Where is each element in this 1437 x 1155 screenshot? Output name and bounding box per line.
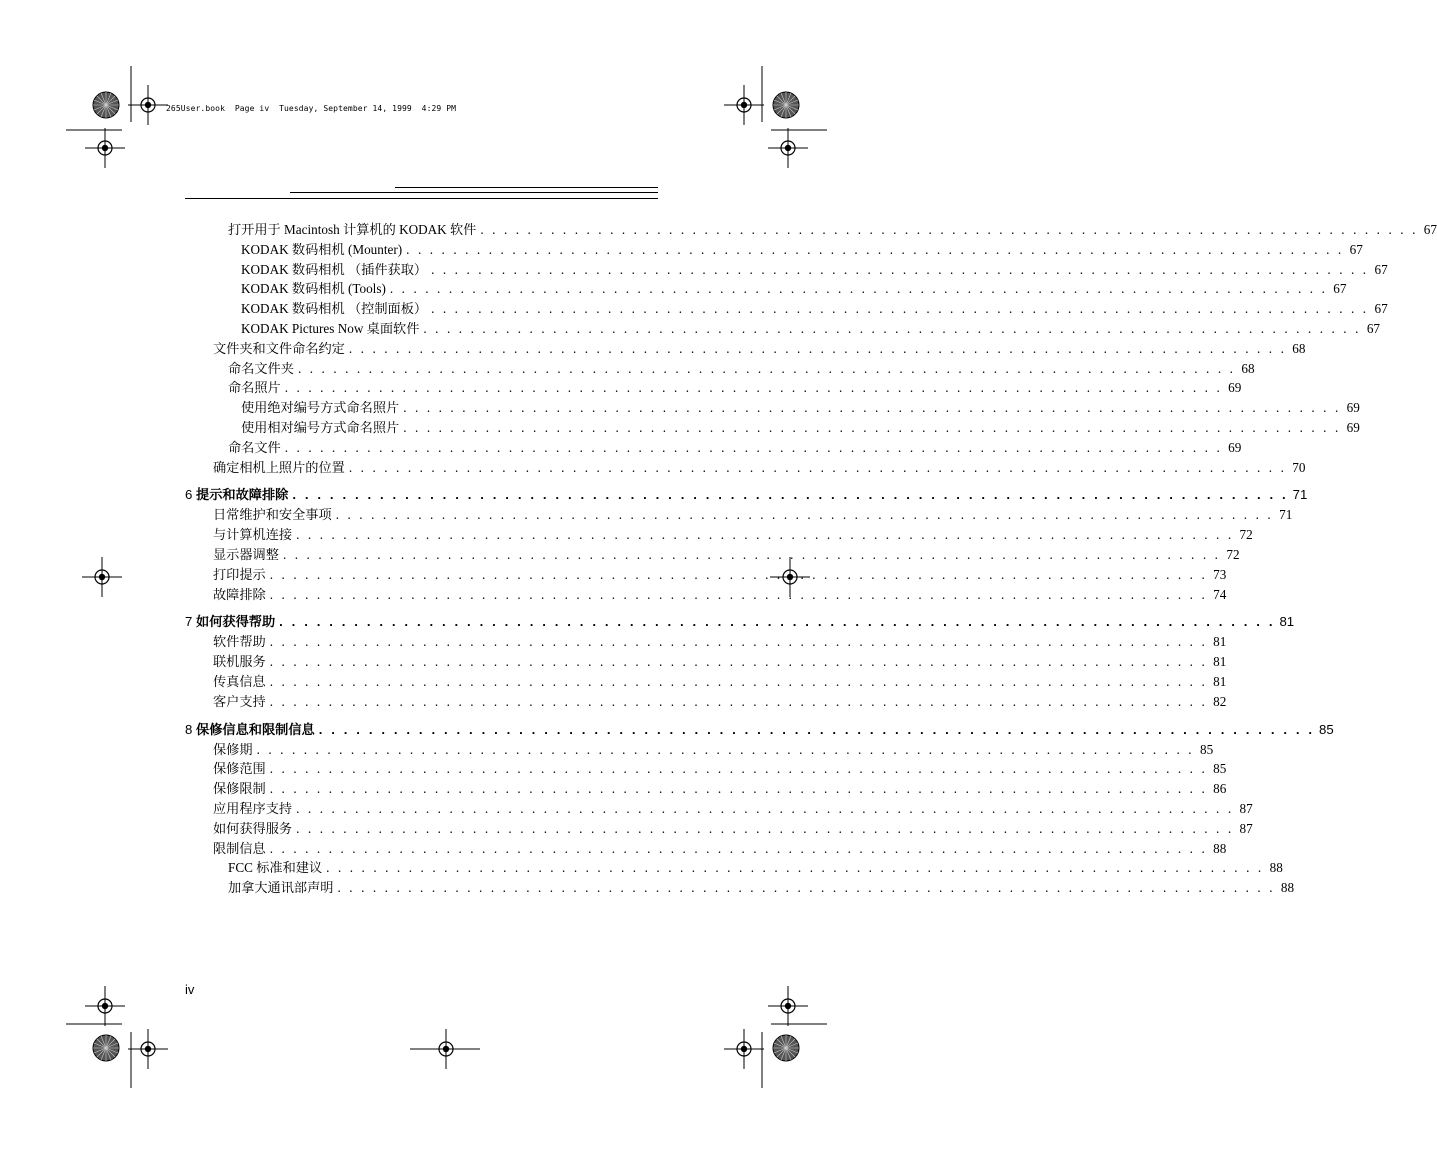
toc-page-number: 69 [1228, 380, 1242, 396]
toc-entry[interactable] [213, 740, 1214, 760]
toc-entry-label: 与计算机连接 [213, 527, 293, 543]
toc-entry[interactable] [213, 585, 1227, 605]
toc-page-number: 87 [1239, 801, 1253, 816]
dot-leader: . . . . . . . . . . . . . . . . . . . . . . . . . . . . . . . . . . . . . . . . . . . . . . . . . . . . . . . . . . . . . . . . . . . . . . . . . . . . . . . . [269, 674, 1208, 689]
dot-leader: . . . . . . . . . . . . . . . . . . . . . . . . . . . . . . . . . . . . . . . . . . . . . . . . . . . . . . . . . . . . . . . . . . . . . . . . . . . . . . . . [256, 741, 1195, 757]
toc-entry-label: 保修信息和限制信息 [196, 721, 315, 737]
star-target-icon [773, 92, 799, 118]
registration-target-icon [85, 128, 125, 168]
toc-page-number: 85 [1199, 741, 1214, 757]
toc-entry-label: 打印提示 [213, 566, 266, 582]
toc-entry-label: 保修范围 [213, 761, 266, 777]
toc-entry-label: KODAK 数码相机 (Tools) [241, 281, 386, 297]
toc-entry-title [213, 505, 336, 525]
toc-page-number: 88 [1213, 840, 1227, 856]
dot-leader: . . . . . . . . . . . . . . . . . . . . . . . . . . . . . . . . . . . . . . . . . . . . . . . . . . . . . . . . . . . . . . . . . . . . . . . . . . . . . . . . [389, 281, 1328, 297]
toc-page-number: 69 [1228, 439, 1242, 455]
toc-entry[interactable] [241, 299, 1388, 319]
toc-entry-label: 软件帮助 [213, 634, 266, 650]
toc-entry-label: 打开用于 Macintosh 计算机的 KODAK 软件 [228, 222, 477, 237]
toc-entry-label: 日常维护和安全事项 [213, 507, 332, 523]
dot-leader: . . . . . . . . . . . . . . . . . . . . . . . . . . . . . . . . . . . . . . . . . . . . . . . . . . . . . . . . . . . . . . . . . . . . . . . . . . . . . . . . [292, 487, 1289, 503]
toc-page-number: 85 [1213, 761, 1227, 777]
toc-entry[interactable] [213, 799, 1253, 819]
registration-target-icon [128, 1029, 168, 1069]
toc-entry-title [228, 438, 285, 458]
toc-entry-label: 故障排除 [213, 586, 266, 602]
toc-page-number: 88 [1280, 880, 1295, 896]
toc-page-number: 81 [1213, 654, 1227, 670]
star-target-icon [93, 1035, 119, 1061]
toc-entry-title [213, 585, 270, 605]
toc-entry[interactable] [228, 378, 1242, 398]
dot-leader: . . . . . . . . . . . . . . . . . . . . . . . . . . . . . . . . . . . . . . . . . . . . . . . . . . . . . . . . . . . . . . . . . . . . . . . . . . . . . . . . [297, 360, 1236, 376]
toc-page-number: 67 [1349, 241, 1363, 257]
toc-entry-label: 使用相对编号方式命名照片 [241, 420, 400, 435]
toc-entry[interactable] [241, 240, 1363, 260]
dot-leader: . . . . . . . . . . . . . . . . . . . . . . . . . . . . . . . . . . . . . . . . . . . . . . . . . . . . . . . . . . . . . . . . . . . . . . . . . . . . . . . . [431, 301, 1369, 317]
toc-entry[interactable] [228, 220, 1437, 240]
dot-leader: . . . . . . . . . . . . . . . . . . . . . . . . . . . . . . . . . . . . . . . . . . . . . . . . . . . . . . . . . . . . . . . . . . . . . . . . . . . . . . . . [269, 693, 1208, 709]
registration-target-icon [768, 128, 808, 168]
toc-page-number: 68 [1241, 360, 1255, 376]
dot-leader: . . . . . . . . . . . . . . . . . . . . . . . . . . . . . . . . . . . . . . . . . . . . . . . . . . . . . . . . . . . . . . . . . . . . . . . . . . . . . . . . [269, 634, 1208, 650]
dot-leader: . . . . . . . . . . . . . . . . . . . . . . . . . . . . . . . . . . . . . . . . . . . . . . . . . . . . . . . . . . . . . . . . . . . . . . . . . . . . . . . . [337, 880, 1276, 896]
chapter-number: 7 [185, 614, 193, 630]
toc-entry[interactable] [213, 525, 1253, 545]
toc-page-number: 85 [1319, 721, 1334, 737]
dot-leader: . . . . . . . . . . . . . . . . . . . . . . . . . . . . . . . . . . . . . . . . . . . . . . . . . . . . . . . . . . . . . . . . . . . . . . . . . . . . . . . . [282, 547, 1221, 562]
toc-entry[interactable] [213, 819, 1253, 839]
toc-entry[interactable] [228, 878, 1295, 898]
toc-entry-label: FCC 标准和建议 [228, 860, 323, 876]
toc-entry-title [185, 485, 292, 505]
toc-page-number: 87 [1239, 820, 1253, 836]
toc-entry-title [213, 339, 349, 359]
toc-page-number: 67 [1374, 301, 1388, 317]
toc-entry-label: 使用绝对编号方式命名照片 [241, 400, 400, 416]
toc-entry[interactable] [213, 565, 1227, 585]
toc-entry[interactable] [213, 759, 1227, 779]
dot-leader: . . . . . . . . . . . . . . . . . . . . . . . . . . . . . . . . . . . . . . . . . . . . . . . . . . . . . . . . . . . . . . . . . . . . . . . . . . . . . . . . [403, 400, 1341, 416]
registration-target-icon [724, 1029, 764, 1069]
toc-entry-label: KODAK 数码相机 (Mounter) [241, 241, 403, 257]
toc-entry[interactable] [213, 652, 1227, 672]
dot-leader: . . . . . . . . . . . . . . . . . . . . . . . . . . . . . . . . . . . . . . . . . . . . . . . . . . . . . . . . . . . . . . . . . . . . . . . . . . . . . . . . [431, 261, 1369, 277]
toc-chapter-entry[interactable] [185, 485, 1308, 505]
toc-entry-title [241, 398, 403, 418]
toc-entry[interactable] [213, 839, 1227, 859]
toc-entry[interactable] [213, 339, 1306, 359]
toc-entry-title [228, 858, 326, 878]
toc-page-number: 72 [1239, 527, 1253, 543]
toc-page-number: 71 [1292, 487, 1308, 503]
registration-target-icon [768, 986, 808, 1026]
dot-leader: . . . . . . . . . . . . . . . . . . . . . . . . . . . . . . . . . . . . . . . . . . . . . . . . . . . . . . . . . . . . . . . . . . . . . . . . . . . . . . . . [480, 222, 1418, 237]
toc-entry-label: 文件夹和文件命名约定 [213, 340, 345, 356]
dot-leader: . . . . . . . . . . . . . . . . . . . . . . . . . . . . . . . . . . . . . . . . . . . . . . . . . . . . . . . . . . . . . . . . . . . . . . . . . . . . . . . . [269, 761, 1208, 777]
toc-entry-label: 传真信息 [213, 674, 266, 689]
dot-leader: . . . . . . . . . . . . . . . . . . . . . . . . . . . . . . . . . . . . . . . . . . . . . . . . . . . . . . . . . . . . . . . . . . . . . . . . . . . . . . . . [269, 840, 1208, 856]
toc-entry[interactable] [213, 672, 1227, 692]
chapter-number: 8 [185, 721, 193, 737]
dot-leader: . . . . . . . . . . . . . . . . . . . . . . . . . . . . . . . . . . . . . . . . . . . . . . . . . . . . . . . . . . . . . . . . . . . . . . . . . . . . . . . . [348, 340, 1287, 356]
toc-entry[interactable] [241, 398, 1360, 418]
toc-entry[interactable] [228, 438, 1242, 458]
toc-entry-title [213, 740, 257, 760]
toc-page-number: 74 [1213, 586, 1227, 602]
dot-leader: . . . . . . . . . . . . . . . . . . . . . . . . . . . . . . . . . . . . . . . . . . . . . . . . . . . . . . . . . . . . . . . . . . . . . . . . . . . . . . . . [326, 860, 1264, 876]
toc-entry[interactable] [213, 632, 1227, 652]
toc-page-number: 67 [1423, 222, 1437, 237]
dot-leader: . . . . . . . . . . . . . . . . . . . . . . . . . . . . . . . . . . . . . . . . . . . . . . . . . . . . . . . . . . . . . . . . . . . . . . . . . . . . . . . . [284, 380, 1223, 396]
toc-page-number: 86 [1213, 781, 1227, 797]
toc-page-number: 82 [1213, 693, 1227, 709]
toc-entry[interactable] [241, 279, 1347, 299]
dot-leader: . . . . . . . . . . . . . . . . . . . . . . . . . . . . . . . . . . . . . . . . . . . . . . . . . . . . . . . . . . . . . . . . . . . . . . . . . . . . . . . . [296, 820, 1234, 836]
toc-chapter-entry[interactable] [185, 612, 1295, 632]
toc-page-number: 71 [1279, 507, 1293, 523]
print-header-info: 265User.book Page iv Tuesday, September 14, 1999 4:29 PM [166, 104, 457, 113]
toc-entry-label: KODAK 数码相机 （控制面板） [241, 301, 428, 317]
toc-entry-label: 保修期 [213, 741, 253, 757]
toc-page-number: 81 [1279, 614, 1295, 630]
toc-page-number: 69 [1346, 420, 1360, 435]
toc-page-number: 88 [1269, 860, 1283, 876]
registration-target-icon [128, 85, 168, 125]
toc-entry-title [213, 779, 270, 799]
registration-target-icon [82, 557, 122, 597]
toc-entry[interactable] [241, 260, 1388, 280]
toc-entry-title [185, 720, 319, 740]
toc-entry-title [213, 652, 270, 672]
registration-target-icon [724, 85, 764, 125]
dot-leader: . . . . . . . . . . . . . . . . . . . . . . . . . . . . . . . . . . . . . . . . . . . . . . . . . . . . . . . . . . . . . . . . . . . . . . . . . . . . . . . . [269, 586, 1208, 602]
dot-leader: . . . . . . . . . . . . . . . . . . . . . . . . . . . . . . . . . . . . . . . . . . . . . . . . . . . . . . . . . . . . . . . . . . . . . . . . . . . . . . . . [279, 614, 1276, 630]
dot-leader: . . . . . . . . . . . . . . . . . . . . . . . . . . . . . . . . . . . . . . . . . . . . . . . . . . . . . . . . . . . . . . . . . . . . . . . . . . . . . . . . [403, 420, 1341, 435]
toc-entry-label: 加拿大通讯部声明 [228, 880, 334, 896]
dot-leader: . . . . . . . . . . . . . . . . . . . . . . . . . . . . . . . . . . . . . . . . . . . . . . . . . . . . . . . . . . . . . . . . . . . . . . . . . . . . . . . . [423, 321, 1361, 336]
toc-entry-title [228, 878, 338, 898]
toc-entry-title [241, 260, 431, 280]
toc-page-number: 67 [1366, 321, 1380, 336]
toc-entry[interactable] [241, 418, 1360, 438]
toc-entry-title [213, 545, 283, 565]
toc-entry-label: 确定相机上照片的位置 [213, 459, 345, 475]
toc-page-number: 69 [1346, 400, 1360, 416]
toc-entry-label: 如何获得服务 [213, 820, 293, 836]
toc-page-number: 67 [1333, 281, 1347, 297]
toc-page-number: 68 [1292, 340, 1306, 356]
toc-entry-title [213, 839, 270, 859]
toc-entry-title [228, 220, 480, 240]
toc-entry-title [213, 632, 270, 652]
toc-page-number: 70 [1292, 459, 1306, 475]
dot-leader: . . . . . . . . . . . . . . . . . . . . . . . . . . . . . . . . . . . . . . . . . . . . . . . . . . . . . . . . . . . . . . . . . . . . . . . . . . . . . . . . [269, 781, 1208, 797]
dot-leader: . . . . . . . . . . . . . . . . . . . . . . . . . . . . . . . . . . . . . . . . . . . . . . . . . . . . . . . . . . . . . . . . . . . . . . . . . . . . . . . . [269, 566, 1208, 582]
toc-entry-label: 命名文件夹 [228, 360, 294, 376]
toc-entry[interactable] [213, 505, 1293, 525]
toc-page-number: 81 [1213, 634, 1227, 650]
toc-page-number: 67 [1374, 261, 1388, 277]
toc-entry[interactable] [228, 858, 1283, 878]
toc-entry[interactable] [241, 319, 1380, 339]
toc-entry-label: 联机服务 [213, 654, 266, 670]
dot-leader: . . . . . . . . . . . . . . . . . . . . . . . . . . . . . . . . . . . . . . . . . . . . . . . . . . . . . . . . . . . . . . . . . . . . . . . . . . . . . . . . [284, 439, 1223, 455]
toc-entry-label: 提示和故障排除 [196, 487, 289, 503]
toc-entry[interactable] [213, 692, 1227, 712]
toc-entry-label: KODAK 数码相机 （插件获取） [241, 261, 428, 277]
toc-entry-label: 命名文件 [228, 439, 281, 455]
toc-entry-label: 命名照片 [228, 380, 281, 396]
dot-leader: . . . . . . . . . . . . . . . . . . . . . . . . . . . . . . . . . . . . . . . . . . . . . . . . . . . . . . . . . . . . . . . . . . . . . . . . . . . . . . . . [269, 654, 1208, 670]
dot-leader: . . . . . . . . . . . . . . . . . . . . . . . . . . . . . . . . . . . . . . . . . . . . . . . . . . . . . . . . . . . . . . . . . . . . . . . . . . . . . . . . [296, 801, 1234, 816]
toc-entry-title [213, 672, 270, 692]
dot-leader: . . . . . . . . . . . . . . . . . . . . . . . . . . . . . . . . . . . . . . . . . . . . . . . . . . . . . . . . . . . . . . . . . . . . . . . . . . . . . . . . [318, 721, 1315, 737]
toc-entry-title [213, 819, 296, 839]
chapter-number: 6 [185, 487, 193, 503]
toc-chapter-entry[interactable] [185, 720, 1334, 740]
dot-leader: . . . . . . . . . . . . . . . . . . . . . . . . . . . . . . . . . . . . . . . . . . . . . . . . . . . . . . . . . . . . . . . . . . . . . . . . . . . . . . . . [406, 241, 1344, 257]
star-target-icon [93, 92, 119, 118]
toc-entry-label: 客户支持 [213, 693, 266, 709]
toc-entry-title [213, 525, 296, 545]
dot-leader: . . . . . . . . . . . . . . . . . . . . . . . . . . . . . . . . . . . . . . . . . . . . . . . . . . . . . . . . . . . . . . . . . . . . . . . . . . . . . . . . [296, 527, 1234, 543]
toc-entry-label: 保修限制 [213, 781, 266, 797]
toc-entry-title [241, 418, 403, 438]
toc-entry[interactable] [213, 458, 1306, 478]
toc-entry[interactable] [213, 779, 1227, 799]
toc-entry-title [228, 359, 298, 379]
dot-leader: . . . . . . . . . . . . . . . . . . . . . . . . . . . . . . . . . . . . . . . . . . . . . . . . . . . . . . . . . . . . . . . . . . . . . . . . . . . . . . . . [335, 507, 1274, 523]
toc-entry-title [213, 759, 270, 779]
toc-page-number: 81 [1213, 674, 1227, 689]
toc-entry-label: 限制信息 [213, 840, 266, 856]
toc-entry-title [228, 378, 285, 398]
toc-entry-label: 如何获得帮助 [196, 614, 276, 630]
toc-entry-title [213, 458, 349, 478]
toc-page-number: 72 [1226, 547, 1240, 562]
toc-entry-title [185, 612, 279, 632]
toc-entry[interactable] [213, 545, 1240, 565]
toc-entry-label: 应用程序支持 [213, 801, 293, 816]
toc-entry-title [213, 799, 296, 819]
star-target-icon [773, 1035, 799, 1061]
registration-target-icon [85, 986, 125, 1026]
toc-entry-label: KODAK Pictures Now 桌面软件 [241, 321, 420, 336]
toc-entry-title [241, 240, 406, 260]
toc-entry[interactable] [228, 359, 1255, 379]
toc-entry-title [213, 565, 270, 585]
toc-entry-title [241, 279, 390, 299]
toc-entry-title [241, 319, 423, 339]
toc-entry-label: 显示器调整 [213, 547, 279, 562]
toc-entry-title [213, 692, 270, 712]
toc-page-number: 73 [1213, 566, 1227, 582]
dot-leader: . . . . . . . . . . . . . . . . . . . . . . . . . . . . . . . . . . . . . . . . . . . . . . . . . . . . . . . . . . . . . . . . . . . . . . . . . . . . . . . . [348, 459, 1287, 475]
toc-entry-title [241, 299, 431, 319]
page-number: iv [185, 982, 195, 997]
